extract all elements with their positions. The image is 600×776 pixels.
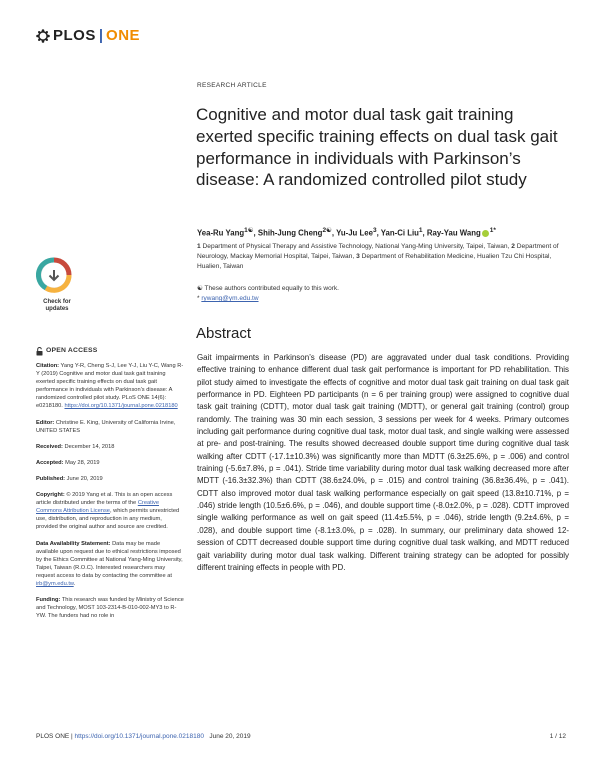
published-block xyxy=(36,475,184,483)
license-link[interactable]: Creative Commons Attribution License xyxy=(36,500,159,515)
affil-number: 1 xyxy=(197,243,201,250)
affil-text: Department of Neurology, Mackay Memorial Hospital, Taipei, Taiwan, xyxy=(197,243,559,260)
check-updates-label xyxy=(36,299,78,313)
asterisk-icon: * xyxy=(197,295,200,302)
author-affil-sup: 1 xyxy=(418,227,423,234)
citation-text: Yang Y-R, Cheng S-J, Lee Y-J, Liu Y-C, Wang R-Y (2019) Cognitive and motor dual task gait training exerted specific training effects on dual task gait performance in individuals with Parkinson’s disease: A randomized controlled pilot study. PLoS ONE 14(6): e0218180. xyxy=(36,363,184,410)
accepted-date: May 28, 2019 xyxy=(65,459,100,466)
abstract-text: Gait impairments in Parkinson’s disease (PD) are aggravated under dual task conditions. Providing effective training to enhance different dual task gait performance is important for PD rehabilitation. This pilot study aimed to investigate the effects of cognitive and motor dual task gait training on dual task gait performance in PD. Eighteen PD participants (n = 6 per training group) were assigned to cognitive dual task gait training (CDTT), motor dual task gait training (MDTT), or general gait training (control) group randomly. The training was 30 min each session, 3 sessions per week for 4 weeks. Primary outcomes including gait performance during cognitive dual task, motor dual task, and single walking were assessed at pre- and post-training. The results showed decreased double support time during cognitive dual task walking after CDTT (-17.1±10.3%) was significantly more than MDTT (6.3±25.6%, p = .006) and control training (-5.6±7.8%, p = .041). Stride time variability during motor dual task walking decreased more after MDTT (-16.3±32.3%) than CDTT (38.6±24.0%, p = .015) and control training (36.8±36.4%, p = .041). CDTT also improved motor dual task walking performance especially on gait speed (13.8±10.71%, p = .046) stride length (10.5±6.6%, p = .046), and double support time (-8.0±2.0%, p = .028). CDTT improved single walking performance as well on gait speed (11.4±5.5%, p = .046), stride length (9.2±4.6%, p = .028), and double support time (-8.1±3.0%, p = .028). In summary, our preliminary data showed 12-session of CDTT decreased double support time during cognitive dual task walking, and MDTT reduced gait variability during motor dual task walking. Different training strategy can be adopted for possibly different training effects in people with PD. xyxy=(197,353,569,572)
copyright-text-end: , which permits unrestricted use, distribution, and reproduction in any medium, provided the original author and source are credited. xyxy=(36,508,180,531)
footer-citation xyxy=(36,733,251,740)
logo-word-one: ONE xyxy=(106,27,141,44)
author-affil-sup: 1☯ xyxy=(244,227,254,234)
author-separator: , xyxy=(331,228,337,238)
equal-contribution-note xyxy=(197,284,567,294)
data-availability-text: Data may be made available upon request due to ethical restrictions imposed by the Ethics Committee at National Yang-Ming University, Taipei, Taiwan (R.O.C). Interested researchers may request access to data by contacting the committee at xyxy=(36,540,183,579)
author-separator: , xyxy=(376,228,381,238)
article-info-sidebar xyxy=(36,347,184,628)
affil-text: Department of Rehabilitation Medicine, Hualien Tzu Chi Hospital, Hualien, Taiwan xyxy=(197,253,552,270)
irb-email-link[interactable]: irb@ym.edu.tw xyxy=(36,580,74,587)
logo-separator: | xyxy=(98,27,104,44)
open-access-label: OPEN ACCESS xyxy=(46,347,98,355)
footer-separator: | xyxy=(69,733,75,740)
copyright-label: Copyright: xyxy=(36,492,65,499)
editor-label: Editor: xyxy=(36,419,55,426)
author-separator: , xyxy=(422,228,427,238)
author-affil-sup: 3 xyxy=(372,227,377,234)
open-access-badge xyxy=(36,347,184,356)
affil-number: 2 xyxy=(511,243,515,250)
funding-block xyxy=(36,596,184,620)
check-for-updates-badge[interactable] xyxy=(36,257,78,314)
affil-text: Department of Physical Therapy and Assistive Technology, National Yang-Ming University, Taipei, Taiwan, xyxy=(202,243,510,250)
received-date: December 14, 2018 xyxy=(64,443,115,450)
citation-block xyxy=(36,362,184,411)
affil-number: 3 xyxy=(356,253,360,260)
published-date: June 20, 2019 xyxy=(66,475,103,482)
plos-one-logo xyxy=(36,27,140,44)
page-footer xyxy=(36,733,566,740)
author-separator: , xyxy=(253,228,258,238)
citation-label: Citation: xyxy=(36,363,60,369)
received-block xyxy=(36,443,184,451)
data-availability-block xyxy=(36,540,184,589)
author-affil-sup: 2☯ xyxy=(322,227,332,234)
accepted-label: Accepted: xyxy=(36,459,64,466)
author-list xyxy=(197,226,567,238)
accepted-block xyxy=(36,459,184,467)
author-notes xyxy=(197,284,567,304)
equal-contribution-icon: ☯ xyxy=(197,285,203,292)
article-title: Cognitive and motor dual task gait training exerted specific training effects on dual task gait performance in individuals with Parkinson’s disease: A randomized controlled pilot study xyxy=(196,105,558,190)
badge-line1: Check for xyxy=(43,299,71,305)
orcid-icon[interactable] xyxy=(482,230,489,237)
author-name[interactable]: Yan-Ci Liu xyxy=(380,228,419,238)
affiliations xyxy=(197,242,567,272)
open-lock-icon xyxy=(36,347,43,356)
footer-doi-link[interactable]: https://doi.org/10.1371/journal.pone.0218180 xyxy=(74,733,204,740)
received-label: Received: xyxy=(36,443,63,450)
footer-journal: PLOS ONE xyxy=(36,733,70,740)
editor-block xyxy=(36,419,184,435)
funding-label: Funding: xyxy=(36,597,61,604)
data-availability-end: . xyxy=(73,580,76,587)
copyright-text: © 2019 Yang et al. This is an open access article distributed under the terms of the xyxy=(36,492,173,507)
corresponding-email-link[interactable]: rywang@ym.edu.tw xyxy=(201,295,259,302)
plos-logo-icon xyxy=(36,29,50,43)
author-name[interactable]: Yu-Ju Lee xyxy=(336,228,373,238)
author-name[interactable]: Ray-Yau Wang xyxy=(426,228,481,238)
author-affil-sup: 1* xyxy=(489,227,496,234)
data-availability-label: Data Availability Statement: xyxy=(36,540,111,547)
corresponding-note xyxy=(197,294,567,304)
author-name[interactable]: Yea-Ru Yang xyxy=(197,228,245,238)
abstract-heading: Abstract xyxy=(196,325,252,342)
check-updates-icon xyxy=(36,257,72,293)
logo-word-plos: PLOS xyxy=(53,27,96,44)
page-number: 1 / 12 xyxy=(549,733,566,740)
published-label: Published: xyxy=(36,475,66,482)
equal-contribution-text: These authors contributed equally to this work. xyxy=(204,285,339,292)
badge-line2: updates xyxy=(45,306,69,312)
footer-date: June 20, 2019 xyxy=(209,733,251,740)
author-name[interactable]: Shih-Jung Cheng xyxy=(257,228,323,238)
citation-doi-link[interactable]: https://doi.org/10.1371/journal.pone.0218180 xyxy=(64,403,178,410)
editor-text: Christine E. King, University of California Irvine, UNITED STATES xyxy=(36,419,176,434)
article-type: RESEARCH ARTICLE xyxy=(197,82,267,89)
copyright-block xyxy=(36,491,184,531)
funding-text: This research was funded by Ministry of Science and Technology, MOST 103-2314-B-010-002-MY3 to R-YW. The funders had no role in xyxy=(36,597,184,620)
